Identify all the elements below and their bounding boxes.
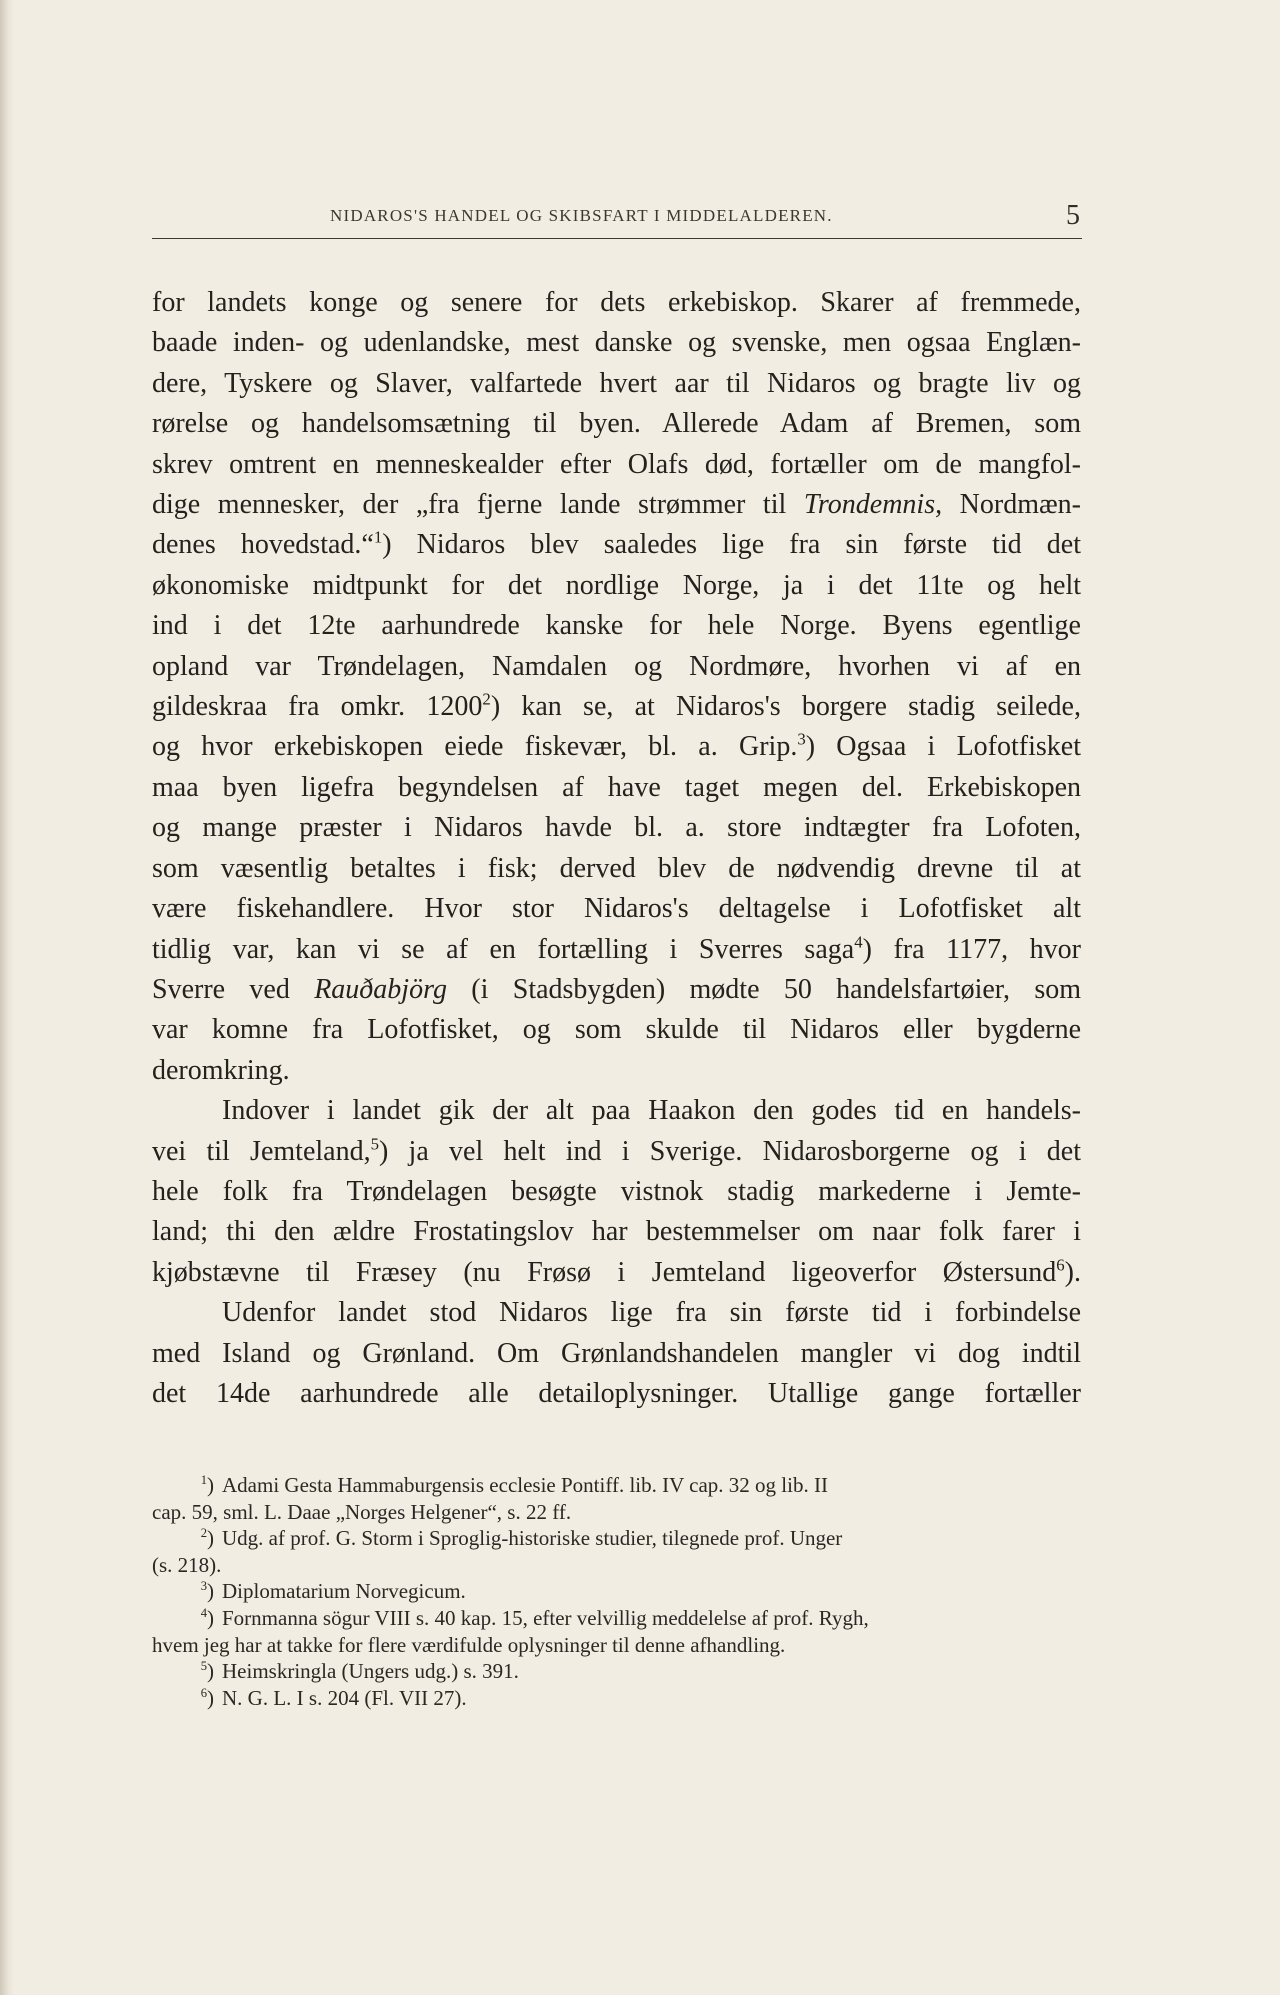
footnote-2 <box>152 1525 1081 1578</box>
main-text <box>152 283 1081 1414</box>
text-line: maa byen ligefra begyndelsen af have taget megen del. Erkebiskopen <box>152 771 1081 803</box>
footnote-number: 6 <box>200 1685 207 1700</box>
footnote-text: N. G. L. I s. 204 (Fl. VII 27). <box>222 1685 467 1710</box>
text-fragment: ) ja vel helt ind i Sverige. Nidarosborgerne og i det <box>378 1135 1081 1167</box>
footnote-line: cap. 59, sml. L. Daae „Norges Helgener“, s. 22 ff. <box>152 1499 572 1524</box>
text-line: økonomiske midtpunkt for det nordlige Norge, ja i det 11te og helt <box>152 569 1081 601</box>
text-line: med Island og Grønland. Om Grønlandshandelen mangler vi dog indtil <box>152 1337 1081 1369</box>
footnotes <box>152 1472 1081 1711</box>
footnote-ref-6: 6 <box>1056 1255 1065 1275</box>
text-line: baade inden- og udenlandske, mest danske og svenske, men ogsaa Englæn- <box>152 327 1081 359</box>
text-fragment: (i Stadsbygden) mødte 50 handelsfartøier, som <box>446 973 1081 1005</box>
footnote-5 <box>152 1658 1081 1685</box>
footnote-line: $^6$) N. G. L. I s. 204 (Fl. VII 27). <box>200 1685 467 1710</box>
footnote-line: $^1$) Adami Gesta Hammaburgensis ecclesie Pontiff. lib. IV cap. 32 og lib. II <box>200 1473 828 1497</box>
footnote-number: 5 <box>200 1659 207 1674</box>
text-line: som væsentlig betaltes i fisk; derved blev de nødvendig drevne til at <box>152 852 1081 884</box>
footnote-line: $^3$) Diplomatarium Norvegicum. <box>200 1579 466 1604</box>
footnote-line: $^2$) Udg. af prof. G. Storm i Sproglig-historiske studier, tilegnede prof. Unger <box>200 1526 843 1551</box>
text-line <box>152 970 1081 1010</box>
text-line: deromkring. <box>152 1054 290 1086</box>
running-header <box>152 200 1082 240</box>
text-line: rørelse og handelsomsætning til byen. Allerede Adam af Bremen, som <box>152 408 1081 440</box>
footnote-text: Diplomatarium Norvegicum. <box>222 1579 466 1604</box>
text-line: skrev omtrent en menneskealder efter Olafs død, fortæller om de mangfol- <box>152 448 1081 480</box>
text-fragment: og hvor erkebiskopen eiede fiskevær, bl. a. Grip. <box>152 731 798 763</box>
footnote-1 <box>152 1472 1081 1525</box>
text-line <box>152 1132 1081 1172</box>
text-fragment: kjøbstævne til Fræsey (nu Frøsø i Jemteland ligeoverfor Østersund <box>152 1256 1057 1288</box>
text-line: for landets konge og senere for dets erkebiskop. Skarer af fremmede, <box>152 287 1081 318</box>
footnote-line: $^5$) Heimskringla (Ungers udg.) s. 391. <box>200 1659 519 1684</box>
text-line: opland var Trøndelagen, Namdalen og Nordmøre, hvorhen vi af en <box>152 650 1081 682</box>
footnote-ref-2: 2 <box>482 689 491 709</box>
text-line <box>152 525 1081 565</box>
footnote-line: (s. 218). <box>152 1552 222 1577</box>
footnote-number: 4 <box>200 1605 207 1620</box>
text-fragment: ) kan se, at Nidaros's borgere stadig seilede, <box>490 691 1081 723</box>
italic-term-raudabjorg: Rauðabjörg <box>314 973 447 1005</box>
text-line <box>152 485 1081 525</box>
text-fragment: ) Ogsaa i Lofotfisket <box>805 731 1081 763</box>
text-line: Indover i landet gik der alt paa Haakon den godes tid en handels- <box>222 1095 1081 1127</box>
footnote-6 <box>152 1685 1081 1712</box>
footnote-3 <box>152 1578 1081 1605</box>
text-line: ind i det 12te aarhundrede kanske for hele Norge. Byens egentlige <box>152 610 1081 642</box>
footnote-ref-3: 3 <box>797 730 806 750</box>
text-fragment: dige mennesker, der „fra fjerne lande strømmer til <box>152 489 787 521</box>
text-line: var komne fra Lofotfisket, og som skulde til Nidaros eller bygderne <box>152 1014 1081 1046</box>
text-fragment: ) fra 1177, hvor <box>862 933 1081 965</box>
footnote-number: 2 <box>200 1526 207 1541</box>
text-line <box>152 930 1081 970</box>
text-line: dere, Tyskere og Slaver, valfartede hvert aar til Nidaros og bragte liv og <box>152 367 1081 399</box>
text-fragment: denes hovedstad.“ <box>152 529 374 561</box>
running-title: NIDAROS'S HANDEL OG SKIBSFART I MIDDELALDEREN. <box>330 206 833 225</box>
footnote-text: Heimskringla (Ungers udg.) s. 391. <box>222 1659 519 1684</box>
paragraph-2 <box>152 1091 1081 1293</box>
text-fragment: Sverre ved <box>152 973 290 1005</box>
text-line <box>152 1253 1081 1293</box>
footnote-number: 3 <box>200 1579 207 1594</box>
text-line: være fiskehandlere. Hvor stor Nidaros's deltagelse i Lofotfisket alt <box>152 893 1081 925</box>
text-fragment: tidlig var, kan vi se af en fortælling i Sverres saga <box>152 933 855 965</box>
footnote-text: Adami Gesta Hammaburgensis ecclesie Pontiff. lib. IV cap. 32 og lib. II <box>222 1473 828 1497</box>
footnote-text: Fornmanna sögur VIII s. 40 kap. 15, efter velvillig meddelelse af prof. Rygh, <box>222 1605 869 1630</box>
footnote-text: Udg. af prof. G. Storm i Sproglig-historiske studier, tilegnede prof. Unger <box>222 1526 843 1551</box>
text-line: Udenfor landet stod Nidaros lige fra sin første tid i forbindelse <box>222 1297 1081 1329</box>
footnote-ref-4: 4 <box>854 932 863 952</box>
text-fragment: gildeskraa fra omkr. 1200 <box>152 691 483 723</box>
footnote-line: $^4$) Fornmanna sögur VIII s. 40 kap. 15, efter velvillig meddelelse af prof. Rygh, <box>200 1605 869 1630</box>
footnote-number: 1 <box>200 1473 207 1487</box>
text-line: og mange præster i Nidaros havde bl. a. store indtægter fra Lofoten, <box>152 812 1081 844</box>
text-fragment: ). <box>1064 1256 1081 1288</box>
footnote-ref-5: 5 <box>370 1134 379 1154</box>
text-fragment: ) Nidaros blev saaledes lige fra sin første tid det <box>382 529 1081 561</box>
text-line: hele folk fra Trøndelagen besøgte vistnok stadig markederne i Jemte- <box>152 1175 1081 1207</box>
page-number: 5 <box>1066 200 1080 231</box>
text-line <box>152 727 1081 767</box>
italic-term-trondemnis: Trondemnis, <box>803 489 943 521</box>
text-fragment: vei til Jemteland, <box>152 1135 371 1167</box>
text-line: land; thi den ældre Frostatingslov har bestemmelser om naar folk farer i <box>152 1216 1081 1248</box>
footnote-line: hvem jeg har at takke for flere værdifulde oplysninger til denne afhandling. <box>152 1632 786 1657</box>
page-edge-shadow <box>0 0 14 1995</box>
paragraph-1 <box>152 283 1081 1091</box>
text-fragment: Nordmæn- <box>942 489 1082 521</box>
text-line <box>152 687 1081 727</box>
paragraph-3 <box>152 1293 1081 1414</box>
text-line: det 14de aarhundrede alle detailoplysninger. Utallige gange fortæller <box>152 1377 1081 1409</box>
footnote-ref-1: 1 <box>373 528 383 548</box>
header-rule <box>152 238 1082 239</box>
footnote-4 <box>152 1605 1081 1658</box>
